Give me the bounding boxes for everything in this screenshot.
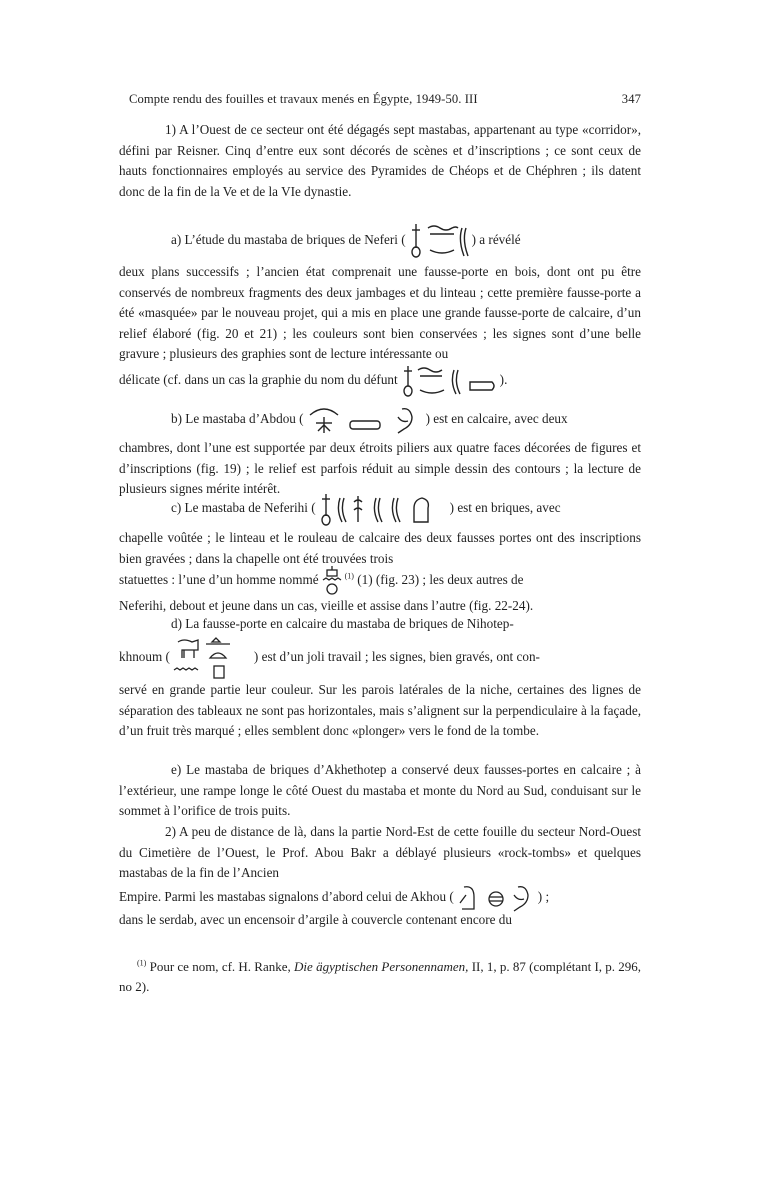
hieroglyph-akhou-icon	[456, 883, 536, 913]
paragraph-d-body: servé en grande partie leur couleur. Sur les parois latérales de la niche, certaines des lignes de séparation des tableaux ne sont pas horizontales, mais s’alignent sur la perpendiculaire à la façade, d’un fruit très marqué ; elles semblent donc «plonger» vers le fond de la tombe.	[119, 682, 641, 738]
page-number: 347	[621, 92, 641, 106]
paragraph-b-body: chambres, dont l’une est supportée par deux étroits piliers aux quatre faces décorées de figures et d’inscriptions (fig. 19) ; le relief est parfois réduit au simple dessin des contours ; la lecture de plusieurs signes mérite intérêt.	[119, 440, 641, 496]
footnote-marker: (1)	[137, 958, 147, 968]
paragraph-2-end: dans le serdab, avec un encensoir d’argile à couvercle contenant encore du	[119, 912, 512, 927]
paragraph-2: 2) A peu de distance de là, dans la partie Nord-Est de cette fouille du secteur Nord-Ouest du Cimetière de l’Ouest, le Prof. Abou Bakr a déblayé plusieurs «rock-tombs» et quelques mastabas de la fin de l’Ancien	[119, 824, 641, 880]
hieroglyph-neferi-variant-icon	[400, 364, 498, 398]
hieroglyph-nihotep-khnoum-icon	[172, 636, 252, 680]
paragraph-c-line1: c) Le mastaba de Neferihi ( ) est en briques, avec	[119, 490, 641, 526]
running-title: Compte rendu des fouilles et travaux menés en Égypte, 1949-50. III	[129, 92, 478, 106]
paragraph-2-akhou: Empire. Parmi les mastabas signalons d’abord celui de Akhou ( ) ;	[119, 880, 641, 914]
paragraph-c-end: Neferihi, debout et jeune dans un cas, vieille et assise dans l’autre (fig. 22-24).	[119, 598, 534, 613]
paragraph-c-line-statuettes: statuettes : l’une d’un homme nommé $^{(1)}$ (1) (fig. 23) ; les deux autres de	[119, 564, 641, 596]
hieroglyph-statuette-name-icon	[321, 566, 343, 596]
paragraph-b-line1: b) Le mastaba d’Abdou ( ) est en calcaire, avec deux	[119, 402, 641, 436]
paragraph-d-line1: d) La fausse-porte en calcaire du mastaba de briques de Nihotep-	[171, 616, 514, 631]
hieroglyph-neferihi-icon	[318, 492, 448, 526]
paragraph-a-line-last: délicate (cf. dans un cas la graphie du nom du défunt ).	[119, 360, 641, 400]
hieroglyph-abdou-icon	[306, 405, 424, 435]
paragraph-d-line2: khnoum ( ) est d’un joli travail ; les signes, bien gravés, ont con-	[119, 634, 641, 680]
footnote-title: Die ägyptischen Personennamen,	[294, 959, 469, 974]
paragraph-c-body: chapelle voûtée ; le linteau et le rouleau de calcaire des deux fausses portes ont des inscriptions bien gravées ; dans la chapelle ont été trouvées trois	[119, 530, 641, 566]
paragraph-a-body: deux plans successifs ; l’ancien état comprenait une fausse-porte en bois, dont ont pu être conservés de nombreux fragments des deux jambages et du linteau ; cette première fausse-porte a été «masquée» par le nouveau projet, qui a mis en place une grande fausse-porte de calcaire, d’un relief élaboré (fig. 20 et 21) ; les couleurs sont bien conservées ; les signes sont d’une belle gravure ; plusieurs des graphies sont de lecture intéressante ou	[119, 264, 641, 361]
paragraph-1: 1) A l’Ouest de ce secteur ont été dégagés sept mastabas, appartenant au type «corridor», défini par Reisner. Cinq d’entre eux sont décorés de scènes et d’inscriptions ; ce sont ceux de hauts fonctionnaires employés au service des Pyramides de Chéops et de Chéphren ; ils datent donc de la fin de la Ve et de la VIe dynastie.	[119, 122, 641, 199]
running-header	[129, 92, 641, 107]
hieroglyph-neferi-icon	[408, 222, 470, 260]
paragraph-a-line1: a) L’étude du mastaba de briques de Neferi ( ) a révélé	[119, 220, 641, 260]
footnote: $^{(1)}$ Pour ce nom, cf. H. Ranke, Die ägyptischen Personennamen, II, 1, p. 87 (complétant I, p. 296, no 2).	[119, 958, 642, 994]
paragraph-e: e) Le mastaba de briques d’Akhethotep a conservé deux fausses-portes en calcaire ; à l’extérieur, une rampe longe le côté Ouest du mastaba et monte du Nord au Sud, conduisant sur le sommet à l’orifice de trois puits.	[119, 762, 641, 818]
